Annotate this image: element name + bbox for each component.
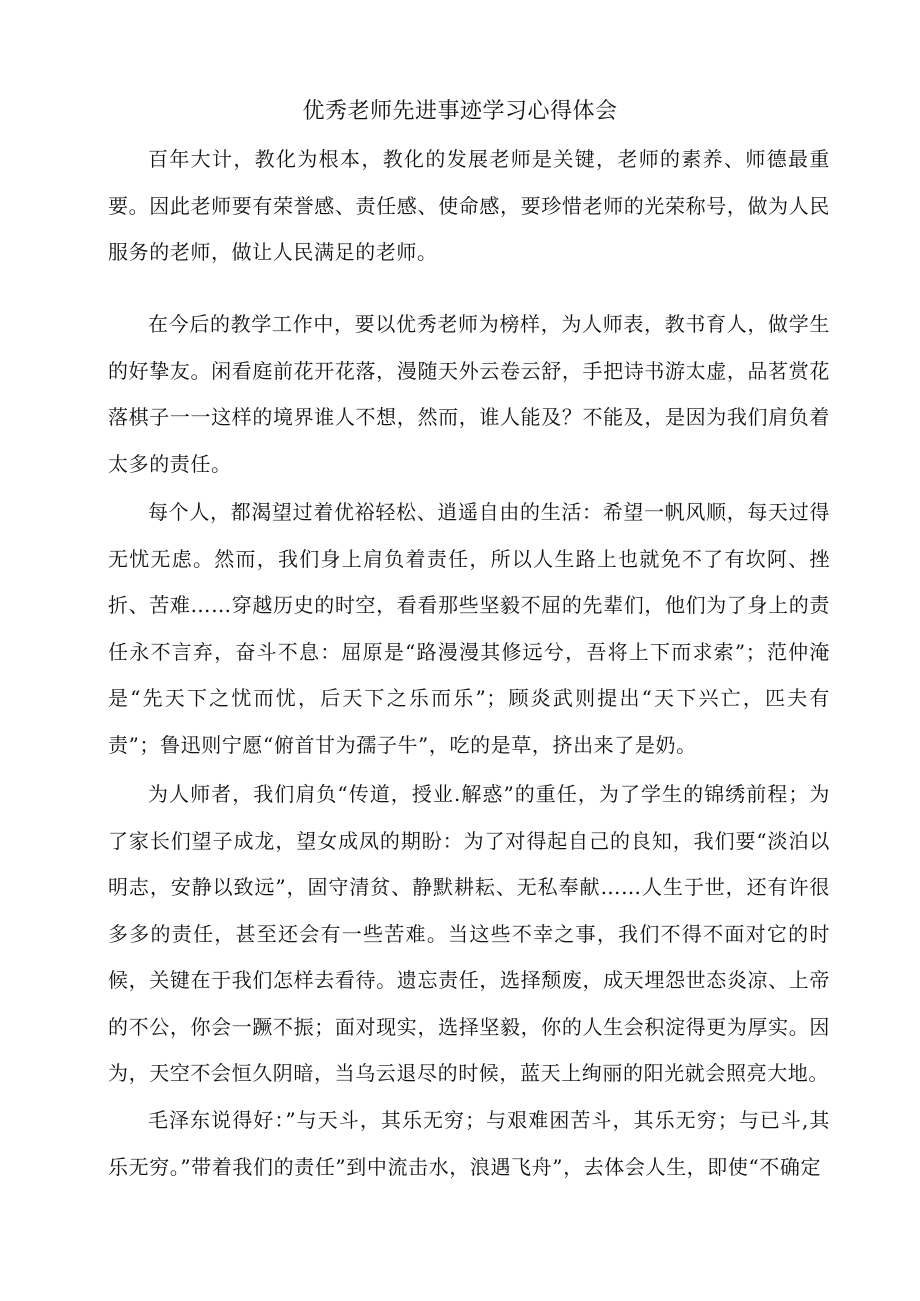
paragraph-2: 在今后的教学工作中，要以优秀老师为榜样，为人师表，教书育人，做学生的好挚友。闲看庭前花开花落，漫随天外云卷云舒，手把诗书游太虚，品茗赏花落棋子一一这样的境界谁人不想，然而，谁人能及？不能及，是因为我们肩负着太多的责任。 <box>108 312 830 476</box>
paragraph-4: 为人师者，我们肩负“传道，授业.解惑”的重任，为了学生的锦绣前程；为了家长们望子成龙，望女成凤的期盼：为了对得起自己的良知，我们要“淡泊以明志，安静以致远”，固守清贫、静默耕耘、无私奉献……人生于世，还有许很多多的责任，甚至还会有一些苦难。当这些不幸之事，我们不得不面对它的时候，关键在于我们怎样去看待。遗忘责任，选择颓废，成天埋怨世态炎凉、上帝的不公，你会一蹶不振；面对现实，选择坚毅，你的人生会积淀得更为厚实。因为，天空不会恒久阴暗，当乌云退尽的时候，蓝天上绚丽的阳光就会照亮大地。 <box>108 782 830 1085</box>
document-title: 优秀老师先进事迹学习心得体会 <box>302 99 618 124</box>
paragraph-3: 每个人，都渴望过着优裕轻松、逍遥自由的生活：希望一帆风顺，每天过得无忧无虑。然而，我们身上肩负着责任，所以人生路上也就免不了有坎阿、挫折、苦难……穿越历史的时空，看看那些坚毅不屈的先辈们，他们为了身上的责任永不言弃，奋斗不息：屈原是“路漫漫其修远兮，吾将上下而求索”；范仲淹是“先天下之忧而忧，后天下之乐而乐”；顾炎武则提出“天下兴亡，匹夫有责”；鲁迅则宁愿“俯首甘为孺子牛”，吃的是草，挤出来了是奶。 <box>108 500 830 757</box>
paragraph-1: 百年大计，教化为根本，教化的发展老师是关键，老师的素养、师德最重要。因此老师要有荣誉感、责任感、使命感，要珍惜老师的光荣称号，做为人民服务的老师，做让人民满足的老师。 <box>108 147 830 264</box>
paragraph-5: 毛泽东说得好：”与天斗，其乐无穷；与艰难困苦斗，其乐无穷；与已斗,其乐无穷。”带着我们的责任”到中流击水，浪遇飞舟”，去体会人生，即使“不确定 <box>108 1108 830 1179</box>
